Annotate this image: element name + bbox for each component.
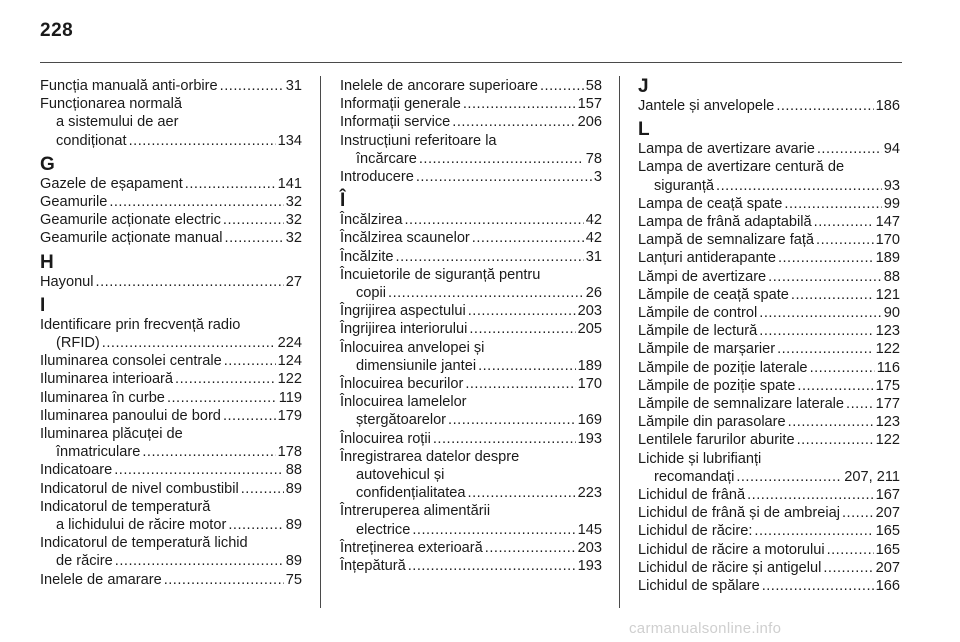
- dot-leader: [468, 302, 576, 320]
- index-entry[interactable]: [40, 175, 302, 193]
- entry-page-ref[interactable]: 99: [883, 195, 900, 212]
- entry-term: Lampă de semnalizare față: [638, 232, 815, 249]
- index-entry[interactable]: [340, 302, 602, 320]
- dot-leader: [175, 370, 276, 388]
- dot-leader: [762, 577, 874, 595]
- index-entry[interactable]: [340, 375, 602, 393]
- entry-term: Lentilele farurilor aburite: [638, 432, 795, 449]
- entry-page-ref[interactable]: 206: [577, 114, 602, 131]
- entry-term: Iluminarea în curbe: [40, 389, 165, 406]
- entry-page-ref[interactable]: 122: [875, 432, 900, 449]
- watermark: carmanualsonline.info: [629, 620, 782, 637]
- dot-leader: [472, 229, 584, 247]
- index-column-2: [340, 77, 602, 575]
- index-entry[interactable]: [638, 359, 900, 377]
- entry-page-ref[interactable]: 189: [577, 357, 602, 374]
- entry-term: Gazele de eșapament: [40, 175, 183, 192]
- index-entry[interactable]: [638, 559, 900, 577]
- dot-leader: [468, 484, 576, 502]
- dot-leader: [452, 113, 575, 131]
- entry-page-ref[interactable]: 31: [585, 248, 602, 265]
- index-entry[interactable]: [40, 480, 302, 498]
- dot-leader: [463, 95, 576, 113]
- dot-leader: [228, 516, 283, 534]
- entry-term: Îngrijirea aspectului: [340, 303, 466, 320]
- entry-page-ref[interactable]: 207: [875, 505, 900, 522]
- entry-page-ref[interactable]: 224: [277, 335, 302, 352]
- index-entry[interactable]: [638, 577, 900, 595]
- entry-term: Funcționarea normală: [40, 96, 182, 113]
- entry-term: Indicatoare: [40, 462, 113, 479]
- dot-leader: [759, 322, 873, 340]
- index-entry[interactable]: [638, 213, 900, 231]
- index-entry[interactable]: [40, 95, 302, 150]
- dot-leader: [485, 539, 576, 557]
- index-entry[interactable]: [638, 231, 900, 249]
- entry-term-continuation: încărcare: [356, 150, 417, 167]
- entry-page-ref[interactable]: 165: [875, 541, 900, 558]
- dot-leader: [404, 211, 583, 229]
- index-entry[interactable]: [340, 339, 602, 375]
- index-entry[interactable]: [40, 370, 302, 388]
- entry-term: Încălzirea scaunelor: [340, 230, 470, 247]
- index-entry[interactable]: [340, 211, 602, 229]
- entry-page-ref[interactable]: 119: [278, 389, 302, 406]
- index-entry[interactable]: [340, 539, 602, 557]
- entry-term: Înlocuirea anvelopei și: [340, 339, 485, 356]
- dot-leader: [842, 504, 874, 522]
- entry-term: Geamurile acționate electric: [40, 212, 221, 229]
- entry-term: Indicatorul de nivel combustibil: [40, 480, 239, 497]
- dot-leader: [768, 268, 882, 286]
- entry-page-ref[interactable]: 166: [875, 578, 900, 595]
- dot-leader: [814, 213, 874, 231]
- entry-page-ref[interactable]: 94: [883, 141, 900, 158]
- entry-page-ref[interactable]: 134: [277, 132, 302, 149]
- index-entry[interactable]: [638, 486, 900, 504]
- entry-term: Iluminarea plăcuței de: [40, 426, 183, 443]
- dot-leader: [225, 229, 284, 247]
- index-entry[interactable]: [40, 229, 302, 247]
- entry-term: Lichidul de răcire a motorului: [638, 541, 825, 558]
- index-entry[interactable]: [638, 140, 900, 158]
- entry-page-ref[interactable]: 170: [875, 232, 900, 249]
- index-entry[interactable]: [340, 248, 602, 266]
- entry-term-continuation: siguranță: [654, 177, 715, 194]
- entry-term: Iluminarea panoului de bord: [40, 407, 221, 424]
- dot-leader: [540, 77, 584, 95]
- entry-term: Lămpile de poziție laterale: [638, 359, 808, 376]
- section-letter: J: [638, 76, 649, 97]
- section-letter: G: [40, 153, 55, 175]
- entry-term: Lichide și lubrifianți: [638, 450, 762, 467]
- entry-page-ref[interactable]: 32: [285, 230, 302, 247]
- entry-page-ref[interactable]: 88: [883, 268, 900, 285]
- index-entry[interactable]: [40, 461, 302, 479]
- entry-term: Întreruperea alimentării: [340, 503, 491, 520]
- dot-leader: [220, 77, 284, 95]
- header-rule: [40, 62, 902, 63]
- index-entry[interactable]: [638, 395, 900, 413]
- entry-term: Introducere: [340, 169, 414, 186]
- dot-leader: [846, 395, 874, 413]
- index-entry[interactable]: [40, 389, 302, 407]
- entry-page-ref[interactable]: 223: [577, 485, 602, 502]
- entry-page-ref[interactable]: 90: [883, 305, 900, 322]
- entry-page-ref[interactable]: 42: [585, 230, 602, 247]
- index-entry[interactable]: [340, 393, 602, 429]
- entry-term-continuation: a lichidului de răcire motor: [56, 517, 227, 534]
- dot-leader: [797, 431, 874, 449]
- entry-term: Lichidul de răcire și antigelul: [638, 559, 822, 576]
- index-entry[interactable]: [340, 557, 602, 575]
- index-entry[interactable]: [340, 77, 602, 95]
- entry-page-ref[interactable]: 157: [577, 96, 602, 113]
- entry-page-ref[interactable]: 145: [577, 521, 602, 538]
- dot-leader: [185, 175, 276, 193]
- index-entry[interactable]: [638, 304, 900, 322]
- index-column-1: [40, 77, 302, 589]
- dot-leader: [224, 352, 276, 370]
- entry-term: Identificare prin frecvență radio: [40, 316, 241, 333]
- index-entry[interactable]: [638, 286, 900, 304]
- dot-leader: [388, 284, 584, 302]
- column-divider: [320, 76, 321, 608]
- dot-leader: [241, 480, 284, 498]
- dot-leader: [747, 486, 874, 504]
- entry-term: Informații generale: [340, 96, 461, 113]
- dot-leader: [223, 407, 276, 425]
- entry-page-ref[interactable]: 32: [285, 194, 302, 211]
- dot-leader: [465, 375, 575, 393]
- section-letter: Î: [340, 190, 346, 212]
- entry-page-ref[interactable]: 179: [277, 407, 302, 424]
- entry-term: Iluminarea interioară: [40, 371, 174, 388]
- index-entry[interactable]: [340, 229, 602, 247]
- entry-term: Încălzirea: [340, 212, 403, 229]
- dot-leader: [114, 461, 284, 479]
- index-entry[interactable]: [340, 430, 602, 448]
- entry-page-ref[interactable]: 89: [285, 553, 302, 570]
- index-entry[interactable]: [340, 320, 602, 338]
- entry-page-ref[interactable]: 205: [577, 321, 602, 338]
- dot-leader: [736, 468, 842, 486]
- entry-term: Lampa de avertizare centură de: [638, 159, 845, 176]
- dot-leader: [416, 168, 592, 186]
- entry-page-ref[interactable]: 123: [875, 414, 900, 431]
- dot-leader: [109, 193, 283, 211]
- index-entry[interactable]: [40, 316, 302, 352]
- entry-page-ref[interactable]: 178: [277, 444, 302, 461]
- entry-page-ref[interactable]: 141: [277, 175, 302, 192]
- dot-leader: [776, 97, 873, 115]
- entry-term: Jantele și anvelopele: [638, 98, 775, 114]
- entry-page-ref[interactable]: 42: [585, 212, 602, 229]
- entry-term: Înregistrarea datelor despre: [340, 448, 520, 465]
- entry-page-ref[interactable]: 203: [577, 539, 602, 556]
- entry-term: Indicatorul de temperatură: [40, 498, 211, 515]
- entry-term-continuation: electrice: [356, 521, 411, 538]
- entry-term: Lămpile de poziție spate: [638, 377, 796, 394]
- dot-leader: [396, 248, 584, 266]
- index-entry[interactable]: [40, 534, 302, 570]
- dot-leader: [408, 557, 576, 575]
- entry-term: Lămpile de semnalizare laterale: [638, 396, 845, 413]
- dot-leader: [816, 231, 874, 249]
- index-entry[interactable]: [638, 340, 900, 358]
- index-entry[interactable]: [40, 498, 302, 534]
- index-entry[interactable]: [638, 431, 900, 449]
- entry-term: Lămpile de lectură: [638, 323, 758, 340]
- dot-leader: [412, 521, 575, 539]
- entry-term-continuation: ștergătoarelor: [356, 412, 447, 429]
- entry-term: Înțepătură: [340, 558, 406, 575]
- entry-term: Înlocuirea lamelelor: [340, 394, 467, 411]
- dot-leader: [759, 304, 882, 322]
- entry-term: Lămpi de avertizare: [638, 268, 767, 285]
- index-entry[interactable]: [340, 168, 602, 186]
- entry-term-continuation: înmatriculare: [56, 444, 141, 461]
- entry-term: Lampa de avertizare avarie: [638, 141, 815, 158]
- entry-page-ref[interactable]: 93: [883, 177, 900, 194]
- entry-page-ref[interactable]: 26: [585, 285, 602, 302]
- index-entry[interactable]: [638, 413, 900, 431]
- entry-term: Lampa de ceață spate: [638, 195, 783, 212]
- entry-term: Inelele de ancorare superioare: [340, 78, 538, 94]
- entry-term: Încuietorile de siguranță pentru: [340, 266, 541, 283]
- index-entry[interactable]: [340, 132, 602, 168]
- entry-page-ref[interactable]: 175: [875, 377, 900, 394]
- entry-term: Întreținerea exterioară: [340, 539, 483, 556]
- index-entry[interactable]: [638, 504, 900, 522]
- index-entry[interactable]: [638, 541, 900, 559]
- entry-term-continuation: dimensiunile jantei: [356, 357, 477, 374]
- dot-leader: [797, 377, 873, 395]
- entry-page-ref[interactable]: 193: [577, 430, 602, 447]
- index-entry[interactable]: [340, 113, 602, 131]
- entry-page-ref[interactable]: 78: [585, 150, 602, 167]
- index-entry[interactable]: [638, 158, 900, 194]
- entry-page-ref[interactable]: 32: [285, 212, 302, 229]
- entry-term-continuation: (RFID): [56, 335, 100, 352]
- entry-page-ref[interactable]: 27: [285, 273, 302, 290]
- entry-term-continuation: confidențialitatea: [356, 485, 466, 502]
- entry-term: Instrucțiuni referitoare la: [340, 132, 497, 149]
- entry-page-ref[interactable]: 89: [285, 480, 302, 497]
- dot-leader: [96, 273, 284, 291]
- dot-leader: [102, 334, 276, 352]
- entry-page-ref[interactable]: 122: [277, 371, 302, 388]
- index-column-3: [638, 77, 900, 595]
- entry-term: Înlocuirea roții: [340, 430, 431, 447]
- dot-leader: [223, 211, 284, 229]
- dot-leader: [164, 571, 284, 589]
- column-divider: [619, 76, 620, 608]
- index-entry[interactable]: [638, 97, 900, 115]
- index-entry[interactable]: [638, 249, 900, 267]
- entry-term: Indicatorul de temperatură lichid: [40, 535, 248, 552]
- dot-leader: [791, 286, 874, 304]
- section-letter: I: [40, 294, 46, 316]
- entry-page-ref[interactable]: 167: [875, 487, 900, 504]
- dot-leader: [419, 150, 584, 168]
- entry-term: Geamurile acționate manual: [40, 230, 223, 247]
- entry-page-ref[interactable]: 207, 211: [844, 468, 900, 485]
- entry-term: Informații service: [340, 114, 451, 131]
- entry-page-ref[interactable]: 170: [577, 376, 602, 393]
- entry-term-continuation: condiționat: [56, 132, 127, 149]
- dot-leader: [788, 413, 874, 431]
- index-entry[interactable]: [638, 268, 900, 286]
- index-entry[interactable]: [40, 407, 302, 425]
- entry-page-ref[interactable]: 88: [285, 462, 302, 479]
- entry-page-ref[interactable]: 3: [593, 169, 602, 186]
- entry-term-continuation: a sistemului de aer: [56, 114, 179, 131]
- entry-page-ref[interactable]: 31: [285, 78, 302, 94]
- page-number: 228: [40, 20, 74, 41]
- dot-leader: [784, 195, 881, 213]
- dot-leader: [817, 140, 882, 158]
- index-entry[interactable]: [340, 266, 602, 302]
- entry-term: Iluminarea consolei centrale: [40, 353, 222, 370]
- index-entry[interactable]: [40, 425, 302, 461]
- entry-term-continuation: autovehicul și: [356, 467, 445, 484]
- dot-leader: [478, 357, 576, 375]
- entry-term: Hayonul: [40, 273, 94, 290]
- entry-term: Lichidul de spălare: [638, 578, 760, 595]
- index-entry[interactable]: [340, 448, 602, 503]
- section-letter: H: [40, 251, 54, 273]
- entry-term: Lămpile de marșarier: [638, 341, 776, 358]
- entry-page-ref[interactable]: 58: [585, 78, 602, 94]
- entry-page-ref[interactable]: 123: [875, 323, 900, 340]
- section-letter: L: [638, 119, 650, 141]
- entry-term: Înlocuirea becurilor: [340, 376, 464, 393]
- entry-page-ref[interactable]: 122: [875, 341, 900, 358]
- entry-term: Încălzite: [340, 248, 394, 265]
- dot-leader: [433, 430, 576, 448]
- entry-term: Funcția manuală anti-orbire: [40, 78, 218, 94]
- dot-leader: [823, 559, 873, 577]
- entry-term: Îngrijirea interiorului: [340, 321, 468, 338]
- entry-term: Lămpile de control: [638, 305, 758, 322]
- dot-leader: [810, 359, 875, 377]
- entry-term: Lanțuri antiderapante: [638, 250, 776, 267]
- index-entry[interactable]: [638, 195, 900, 213]
- dot-leader: [448, 411, 576, 429]
- index-entry[interactable]: [340, 502, 602, 538]
- entry-page-ref[interactable]: 203: [577, 303, 602, 320]
- index-entry[interactable]: [40, 193, 302, 211]
- entry-term: Lichidul de răcire:: [638, 523, 753, 540]
- entry-term: Geamurile: [40, 194, 108, 211]
- entry-page-ref[interactable]: 89: [285, 517, 302, 534]
- entry-term: Lămpile de ceață spate: [638, 286, 789, 303]
- dot-leader: [129, 132, 276, 150]
- dot-leader: [754, 522, 873, 540]
- dot-leader: [142, 443, 275, 461]
- index-entry[interactable]: [40, 571, 302, 589]
- entry-page-ref[interactable]: 186: [875, 98, 900, 114]
- dot-leader: [115, 552, 284, 570]
- entry-page-ref[interactable]: 177: [875, 396, 900, 413]
- entry-page-ref[interactable]: 169: [577, 412, 602, 429]
- index-entry[interactable]: [340, 95, 602, 113]
- index-entry[interactable]: [638, 322, 900, 340]
- entry-page-ref[interactable]: 207: [875, 559, 900, 576]
- dot-leader: [167, 389, 277, 407]
- entry-page-ref[interactable]: 189: [875, 250, 900, 267]
- entry-page-ref[interactable]: 121: [875, 286, 900, 303]
- entry-page-ref[interactable]: 124: [277, 353, 302, 370]
- dot-leader: [778, 249, 874, 267]
- index-entry[interactable]: [40, 273, 302, 291]
- index-entry[interactable]: [40, 77, 302, 95]
- dot-leader: [469, 320, 575, 338]
- index-entry[interactable]: [638, 450, 900, 486]
- entry-term-continuation: recomandați: [654, 468, 735, 485]
- entry-page-ref[interactable]: 147: [875, 214, 900, 231]
- entry-page-ref[interactable]: 75: [285, 571, 302, 588]
- entry-term: Lichidul de frână și de ambreiaj: [638, 505, 840, 522]
- dot-leader: [716, 177, 882, 195]
- entry-term: Inelele de amarare: [40, 571, 162, 588]
- entry-term: Lampa de frână adaptabilă: [638, 214, 812, 231]
- entry-term: Lămpile din parasolare: [638, 414, 786, 431]
- index-entry[interactable]: [40, 211, 302, 229]
- dot-leader: [827, 541, 874, 559]
- entry-term-continuation: copii: [356, 285, 387, 302]
- index-entry[interactable]: [40, 352, 302, 370]
- index-entry[interactable]: [638, 522, 900, 540]
- dot-leader: [777, 340, 874, 358]
- entry-term-continuation: de răcire: [56, 553, 113, 570]
- index-entry[interactable]: [638, 377, 900, 395]
- entry-term: Lichidul de frână: [638, 487, 746, 504]
- entry-page-ref[interactable]: 165: [875, 523, 900, 540]
- entry-page-ref[interactable]: 116: [876, 359, 900, 376]
- entry-page-ref[interactable]: 193: [577, 558, 602, 575]
